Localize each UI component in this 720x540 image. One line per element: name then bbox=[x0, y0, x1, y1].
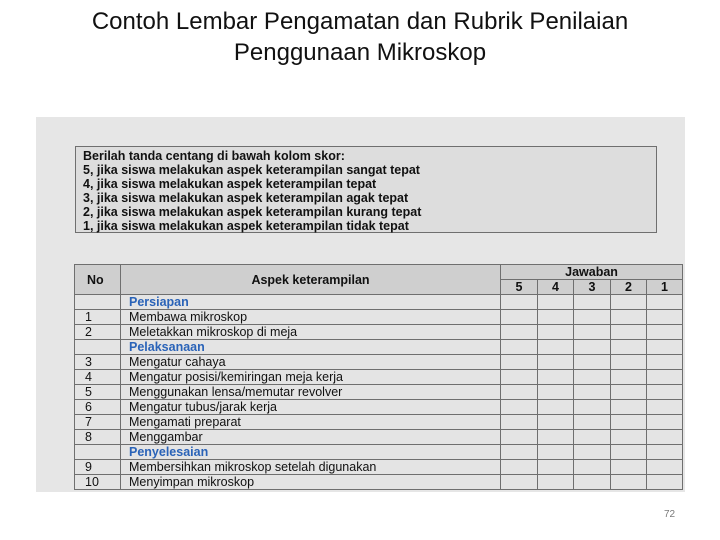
instruction-line: 2, jika siswa melakukan aspek keterampilan kurang tepat bbox=[83, 205, 422, 219]
section-label: Penyelesaian bbox=[121, 445, 501, 460]
score-cell bbox=[574, 475, 611, 490]
score-cell bbox=[611, 295, 647, 310]
score-cell bbox=[501, 415, 538, 430]
score-cell bbox=[501, 295, 538, 310]
score-cell bbox=[501, 430, 538, 445]
score-cell bbox=[647, 430, 683, 445]
skill-aspect: Meletakkan mikroskop di meja bbox=[121, 325, 501, 340]
instruction-line: Berilah tanda centang di bawah kolom skor: bbox=[83, 149, 345, 163]
score-cell bbox=[611, 400, 647, 415]
score-cell bbox=[538, 355, 574, 370]
table-row bbox=[75, 385, 683, 400]
score-cell bbox=[574, 385, 611, 400]
score-cell bbox=[574, 370, 611, 385]
row-number bbox=[75, 295, 121, 310]
score-cell bbox=[538, 370, 574, 385]
score-cell bbox=[574, 355, 611, 370]
score-cell bbox=[611, 415, 647, 430]
page-number: 72 bbox=[664, 509, 676, 520]
score-cell bbox=[611, 460, 647, 475]
section-label: Persiapan bbox=[121, 295, 501, 310]
score-cell bbox=[574, 445, 611, 460]
score-cell bbox=[647, 385, 683, 400]
instruction-line: 1, jika siswa melakukan aspek keterampilan tidak tepat bbox=[83, 219, 409, 233]
score-cell bbox=[647, 295, 683, 310]
score-cell bbox=[501, 355, 538, 370]
score-cell bbox=[501, 340, 538, 355]
header-score-5: 5 bbox=[501, 280, 538, 295]
score-cell bbox=[501, 385, 538, 400]
row-number: 3 bbox=[75, 355, 121, 370]
score-cell bbox=[574, 340, 611, 355]
row-number bbox=[75, 340, 121, 355]
score-cell bbox=[538, 430, 574, 445]
score-cell bbox=[611, 385, 647, 400]
score-cell bbox=[501, 460, 538, 475]
score-cell bbox=[574, 400, 611, 415]
score-cell bbox=[611, 475, 647, 490]
score-cell bbox=[647, 475, 683, 490]
score-cell bbox=[501, 310, 538, 325]
header-answer: Jawaban bbox=[501, 265, 683, 280]
row-number: 4 bbox=[75, 370, 121, 385]
table-section-row bbox=[75, 340, 683, 355]
score-cell bbox=[538, 295, 574, 310]
rubric-scan-image bbox=[36, 117, 685, 492]
score-cell bbox=[611, 430, 647, 445]
skill-aspect: Membawa mikroskop bbox=[121, 310, 501, 325]
score-cell bbox=[538, 475, 574, 490]
skill-aspect: Mengatur posisi/kemiringan meja kerja bbox=[121, 370, 501, 385]
score-cell bbox=[538, 445, 574, 460]
header-score-1: 1 bbox=[647, 280, 683, 295]
slide-title bbox=[0, 6, 720, 68]
table-section-row bbox=[75, 295, 683, 310]
score-cell bbox=[501, 400, 538, 415]
table-row bbox=[75, 310, 683, 325]
score-cell bbox=[647, 355, 683, 370]
score-cell bbox=[501, 325, 538, 340]
score-cell bbox=[611, 370, 647, 385]
row-number bbox=[75, 445, 121, 460]
header-score-4: 4 bbox=[538, 280, 574, 295]
skill-aspect: Mengatur cahaya bbox=[121, 355, 501, 370]
score-cell bbox=[611, 340, 647, 355]
score-cell bbox=[647, 370, 683, 385]
table-row bbox=[75, 370, 683, 385]
score-cell bbox=[574, 310, 611, 325]
table-row bbox=[75, 325, 683, 340]
row-number: 7 bbox=[75, 415, 121, 430]
skill-aspect: Menyimpan mikroskop bbox=[121, 475, 501, 490]
score-cell bbox=[611, 355, 647, 370]
row-number: 2 bbox=[75, 325, 121, 340]
header-aspect: Aspek keterampilan bbox=[121, 265, 501, 295]
score-cell bbox=[574, 430, 611, 445]
score-cell bbox=[538, 310, 574, 325]
score-cell bbox=[647, 460, 683, 475]
table-row bbox=[75, 475, 683, 490]
score-cell bbox=[538, 385, 574, 400]
header-score-3: 3 bbox=[574, 280, 611, 295]
instruction-line: 5, jika siswa melakukan aspek keterampilan sangat tepat bbox=[83, 163, 420, 177]
score-cell bbox=[647, 310, 683, 325]
row-number: 5 bbox=[75, 385, 121, 400]
instructions-box bbox=[75, 146, 657, 233]
score-cell bbox=[501, 475, 538, 490]
score-cell bbox=[574, 325, 611, 340]
slide-title-line-1: Contoh Lembar Pengamatan dan Rubrik Penilaian bbox=[91, 8, 629, 35]
skill-aspect: Menggambar bbox=[121, 430, 501, 445]
table-row bbox=[75, 460, 683, 475]
row-number: 9 bbox=[75, 460, 121, 475]
score-cell bbox=[574, 460, 611, 475]
table-row bbox=[75, 355, 683, 370]
score-cell bbox=[611, 310, 647, 325]
score-cell bbox=[538, 415, 574, 430]
skill-aspect: Menggunakan lensa/memutar revolver bbox=[121, 385, 501, 400]
table-row bbox=[75, 415, 683, 430]
score-cell bbox=[647, 340, 683, 355]
header-no: No bbox=[75, 265, 121, 295]
score-cell bbox=[501, 370, 538, 385]
score-cell bbox=[538, 460, 574, 475]
instruction-line: 3, jika siswa melakukan aspek keterampilan agak tepat bbox=[83, 191, 409, 205]
score-cell bbox=[611, 325, 647, 340]
score-cell bbox=[611, 445, 647, 460]
skill-aspect: Mengamati preparat bbox=[121, 415, 501, 430]
row-number: 8 bbox=[75, 430, 121, 445]
skill-aspect: Membersihkan mikroskop setelah digunakan bbox=[121, 460, 501, 475]
score-cell bbox=[647, 415, 683, 430]
header-score-2: 2 bbox=[611, 280, 647, 295]
rubric-table bbox=[74, 264, 683, 490]
score-cell bbox=[538, 400, 574, 415]
score-cell bbox=[647, 445, 683, 460]
score-cell bbox=[501, 445, 538, 460]
slide-title-line-2: Penggunaan Mikroskop bbox=[233, 39, 487, 66]
score-cell bbox=[647, 400, 683, 415]
section-label: Pelaksanaan bbox=[121, 340, 501, 355]
table-section-row bbox=[75, 445, 683, 460]
row-number: 6 bbox=[75, 400, 121, 415]
table-row bbox=[75, 430, 683, 445]
row-number: 1 bbox=[75, 310, 121, 325]
score-cell bbox=[538, 325, 574, 340]
score-cell bbox=[574, 415, 611, 430]
score-cell bbox=[574, 295, 611, 310]
table-row bbox=[75, 400, 683, 415]
score-cell bbox=[647, 325, 683, 340]
row-number: 10 bbox=[75, 475, 121, 490]
instruction-line: 4, jika siswa melakukan aspek keterampilan tepat bbox=[83, 177, 377, 191]
skill-aspect: Mengatur tubus/jarak kerja bbox=[121, 400, 501, 415]
score-cell bbox=[538, 340, 574, 355]
